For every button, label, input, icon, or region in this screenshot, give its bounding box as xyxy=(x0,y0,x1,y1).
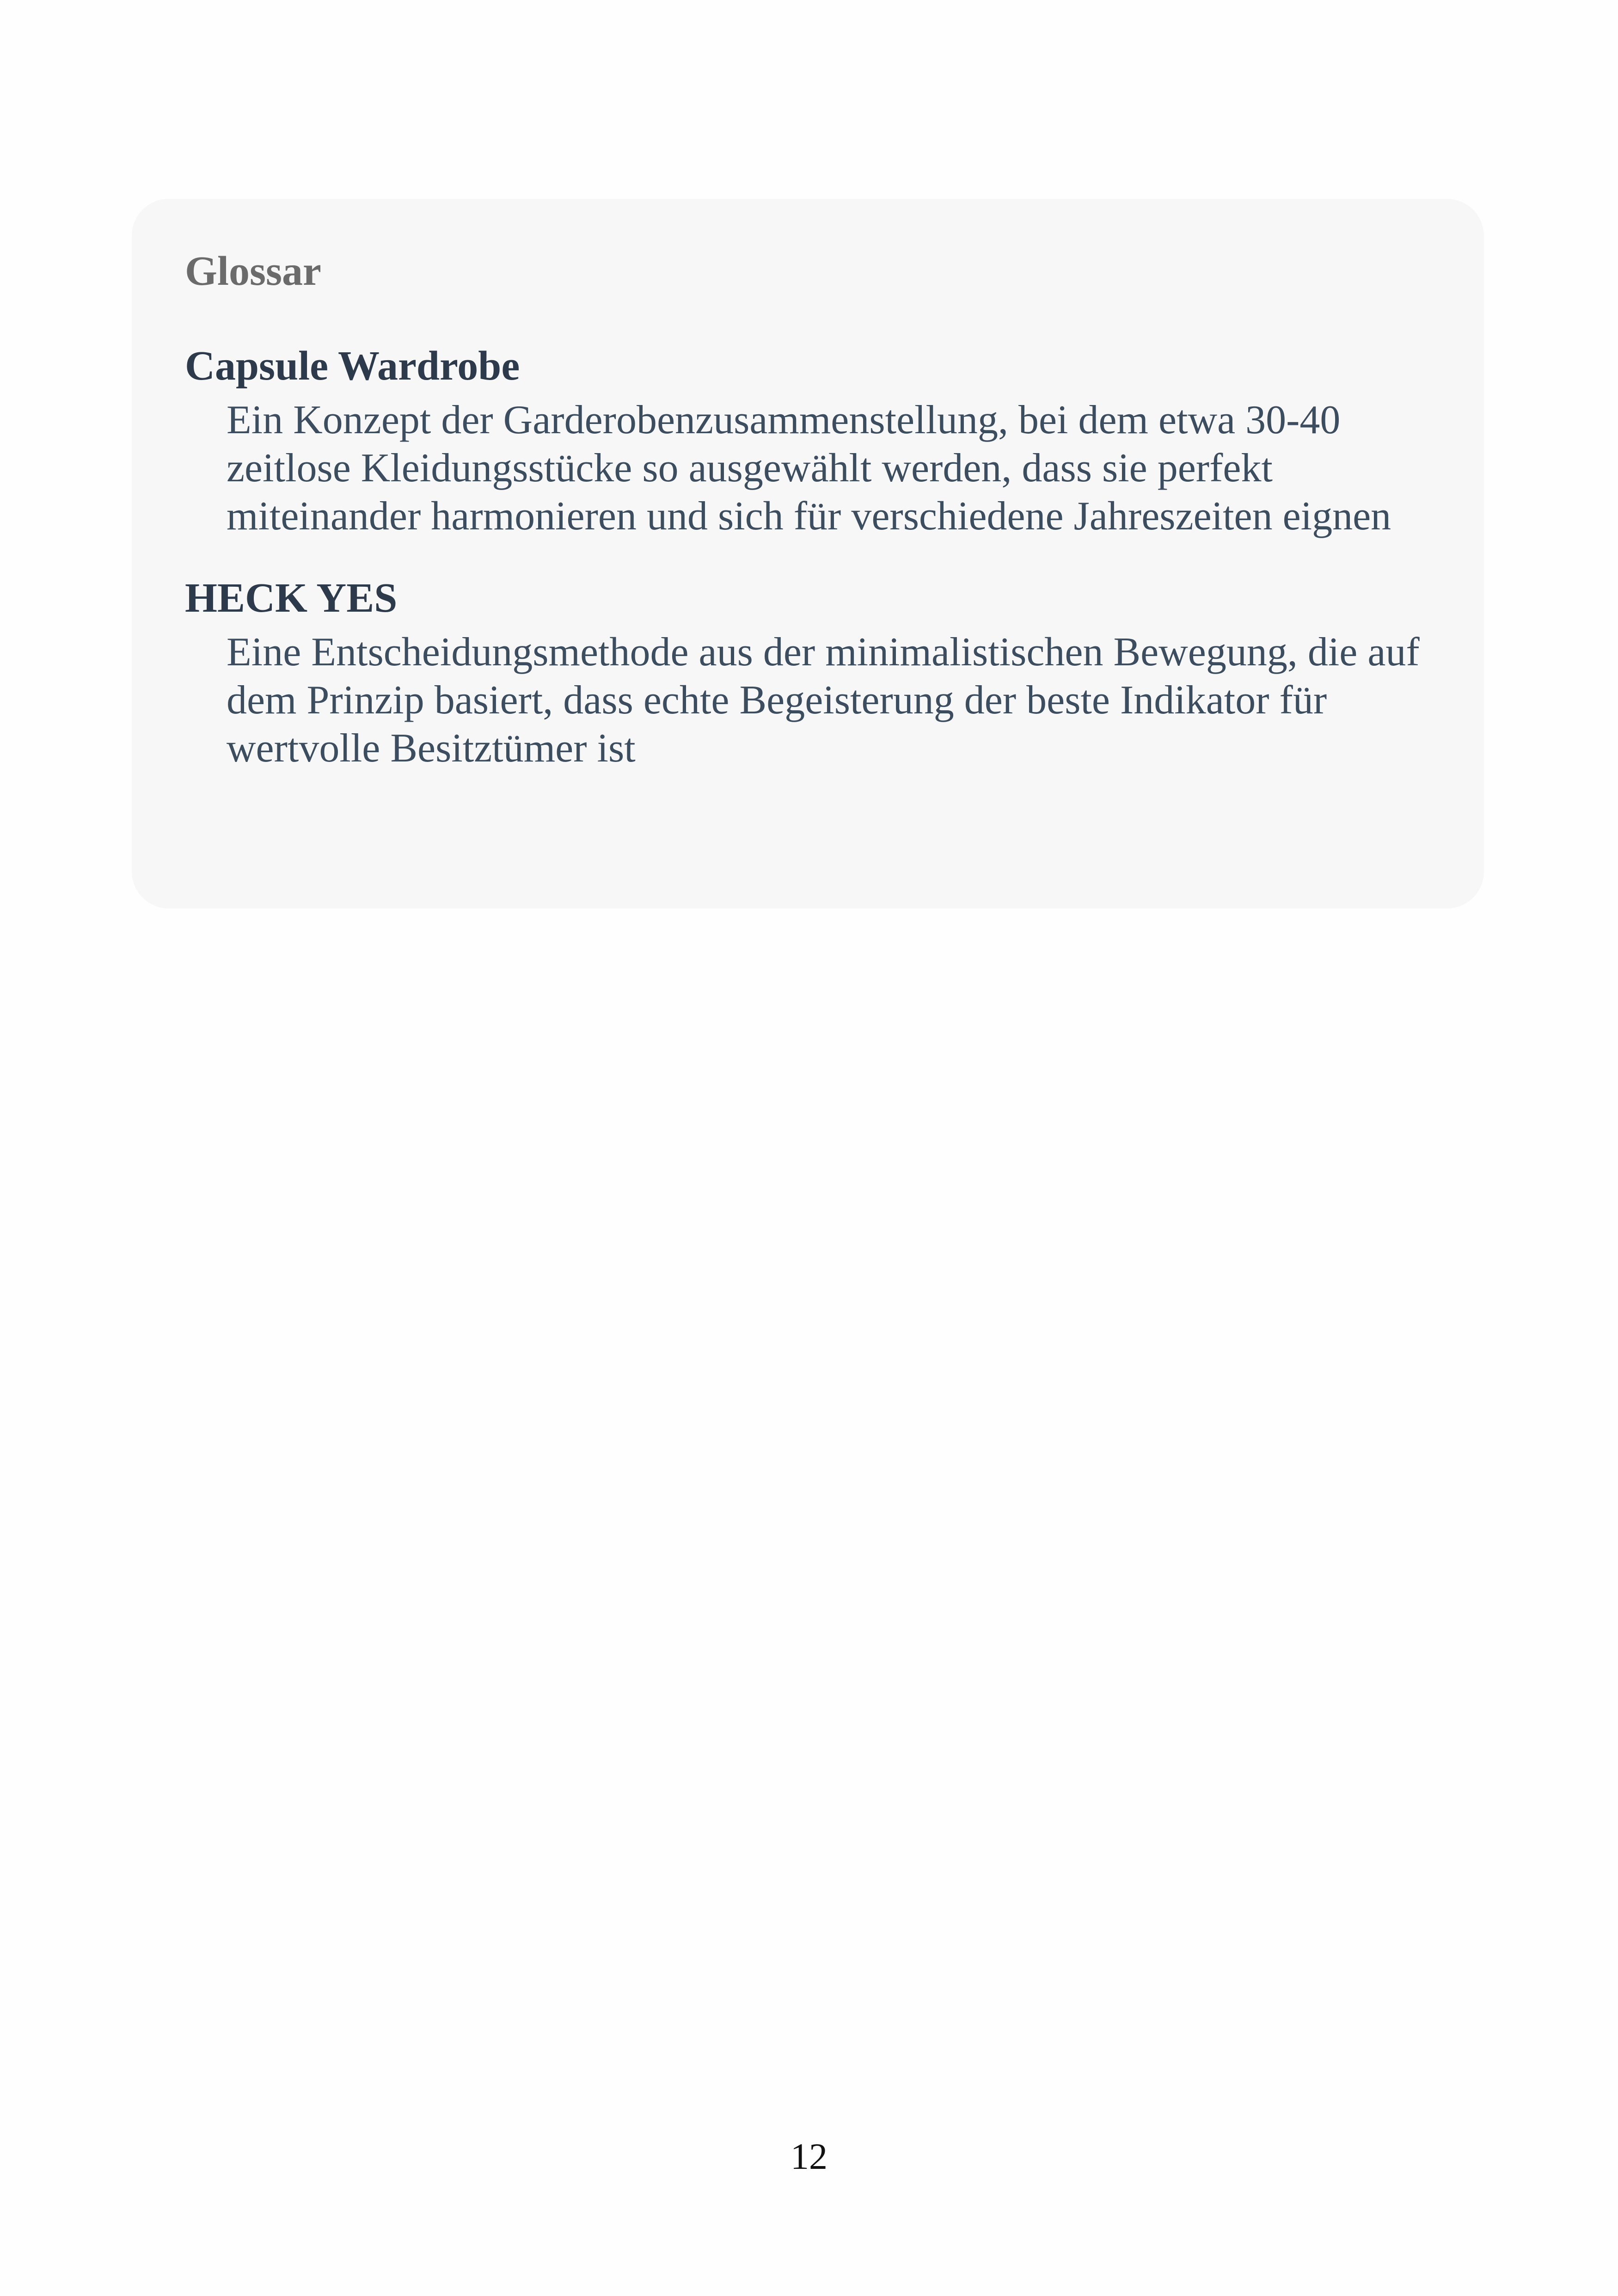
page-number: 12 xyxy=(791,2136,827,2177)
glossary-entry-heck-yes xyxy=(185,577,1431,773)
glossary-term: Capsule Wardrobe xyxy=(185,343,520,389)
glossary-title: Glossar xyxy=(185,248,322,294)
glossary-definition: Ein Konzept der Garderobenzusammenstellung, bei dem etwa 30-40 zeitlose Kleidungsstücke so ausgewählt werden, dass sie perfekt miteinander harmonieren und sich für verschiedene Jahreszeiten eignen xyxy=(227,398,1391,539)
glossary-list xyxy=(185,345,1431,773)
glossary-entry-capsule-wardrobe xyxy=(185,345,1431,540)
glossary-box xyxy=(132,199,1484,909)
glossary-term: HECK YES xyxy=(185,575,398,621)
glossary-definition: Eine Entscheidungsmethode aus der minimalistischen Bewegung, die auf dem Prinzip basiert, dass echte Begeisterung der beste Indikator für wertvolle Besitztümer ist xyxy=(227,630,1420,771)
